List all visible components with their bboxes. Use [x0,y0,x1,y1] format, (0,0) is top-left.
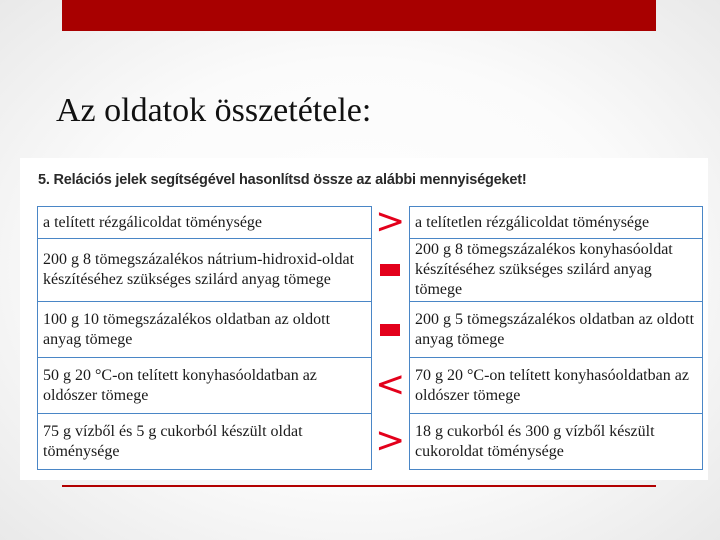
relation-sign [371,358,410,414]
top-accent-bar [62,0,656,31]
table-row [38,239,703,302]
relation-sign [371,414,410,470]
right-quantity: 70 g 20 °C-on telített konyhasóoldatban az oldószer tömege [410,358,703,414]
left-quantity: 100 g 10 tömegszázalékos oldatban az oldott anyag tömege [38,302,372,358]
task-heading: 5. Relációs jelek segítségével hasonlítsd össze az alábbi mennyiségeket! [38,172,527,188]
left-quantity: 50 g 20 °C-on telített konyhasóoldatban az oldószer tömege [38,358,372,414]
right-quantity: 18 g cukorból és 300 g vízből készült cukoroldat töménysége [410,414,703,470]
equals-sign [380,264,400,276]
right-quantity: a telítetlen rézgálicoldat töménysége [410,207,703,239]
table-row [38,414,703,470]
relation-sign [371,239,410,302]
left-quantity: 200 g 8 tömegszázalékos nátrium-hidroxid-oldat készítéséhez szükséges szilárd anyag tömege [38,239,372,302]
slide-title: Az oldatok összetétele: [56,92,372,129]
comparison-table [37,200,703,470]
right-quantity: 200 g 8 tömegszázalékos konyhasóoldat készítéséhez szükséges szilárd anyag tömege [410,239,703,302]
greater-than-sign: > [375,200,406,242]
table-row [38,358,703,414]
right-quantity: 200 g 5 tömegszázalékos oldatban az oldott anyag tömege [410,302,703,358]
relation-sign [371,302,410,358]
equals-sign [380,324,400,336]
left-quantity: a telített rézgálicoldat töménysége [38,207,372,239]
left-quantity: 75 g vízből és 5 g cukorból készült oldat töménysége [38,414,372,470]
relation-sign [371,200,410,242]
table-row [38,207,703,239]
bottom-accent-line [62,485,656,487]
table-row [38,302,703,358]
less-than-sign: < [375,363,406,405]
greater-than-sign: > [375,419,406,461]
